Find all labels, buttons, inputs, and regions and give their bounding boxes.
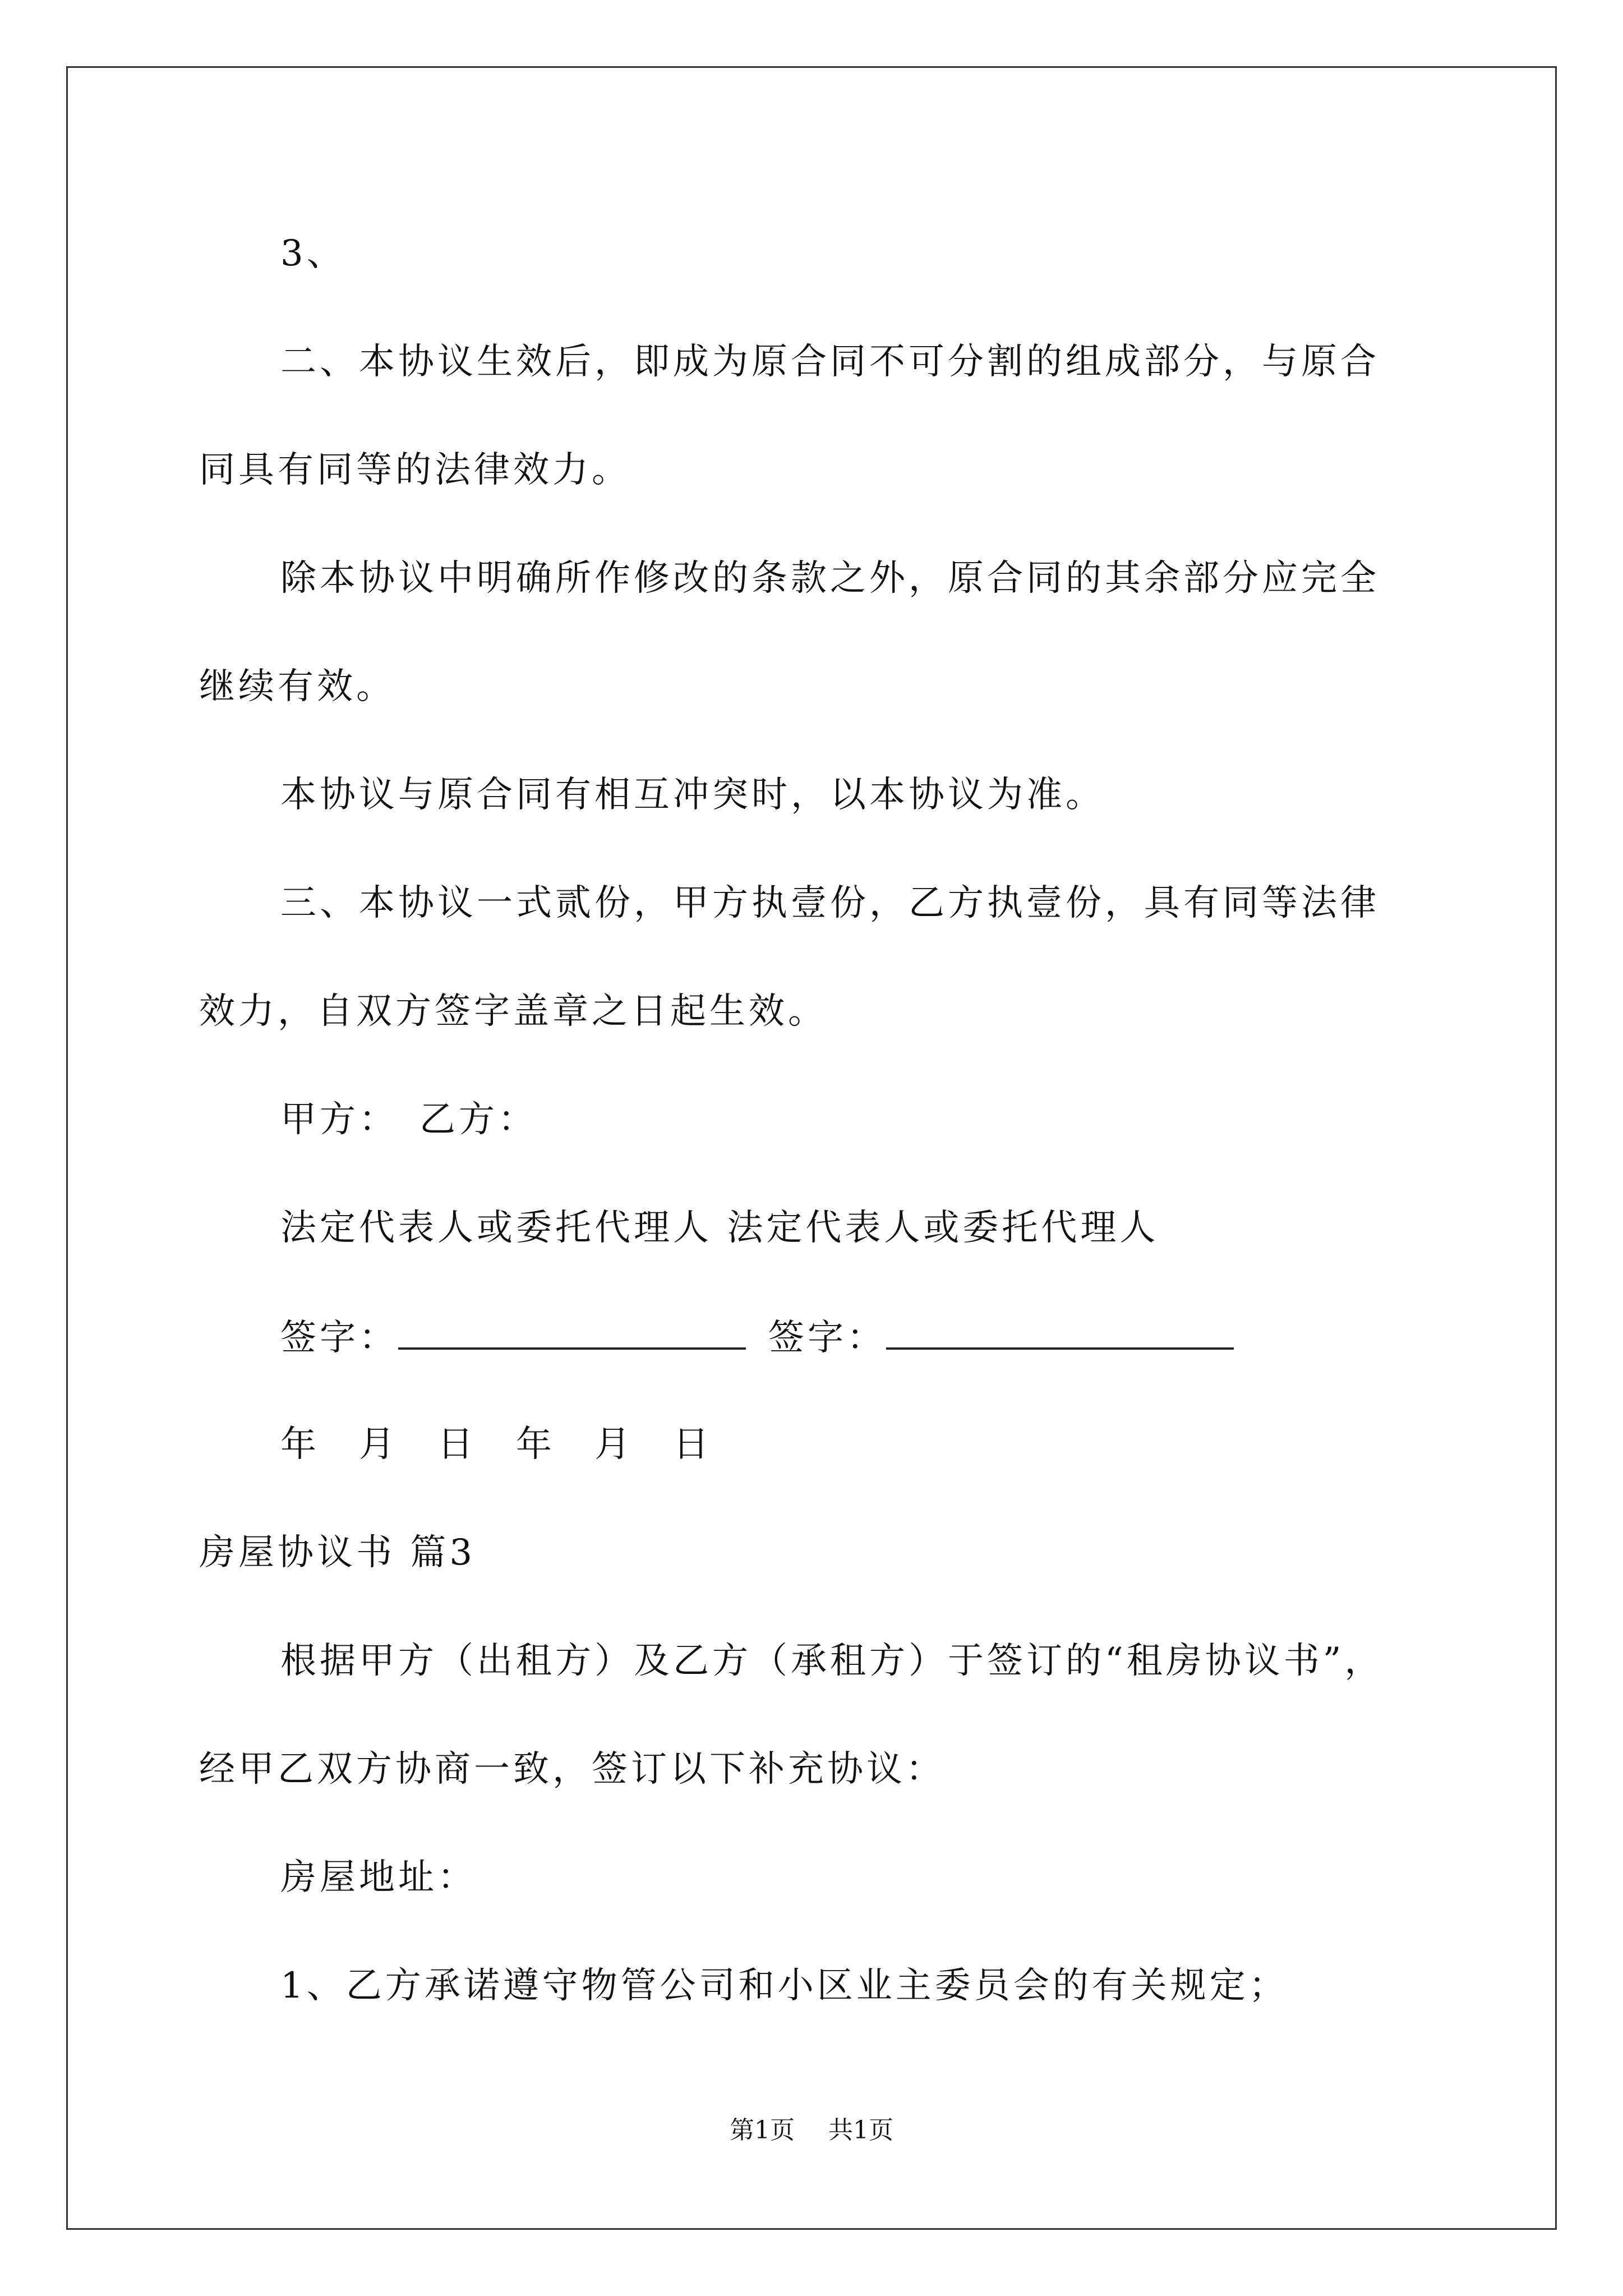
- paragraph-line: 房屋地址：: [280, 1857, 477, 1898]
- paragraph-line: 经甲乙双方协商一致，签订以下补充协议：: [199, 1749, 945, 1790]
- paragraph-line: 三、本协议一式贰份，甲方执壹份，乙方执壹份，具有同等法律: [280, 882, 1380, 924]
- signature-label-party-a: 签字：: [280, 1317, 398, 1359]
- signature-label-party-b: 签字：: [768, 1317, 886, 1359]
- paragraph-line: 除本协议中明确所作修改的条款之外，原合同的其余部分应完全: [280, 558, 1380, 599]
- signature-field-party-b[interactable]: [886, 1314, 1234, 1350]
- paragraph-line: 同具有同等的法律效力。: [199, 449, 631, 491]
- page-footer: [0, 2115, 1623, 2146]
- party-labels: 甲方： 乙方：: [280, 1099, 537, 1140]
- paragraph-line: 效力，自双方签字盖章之日起生效。: [199, 991, 827, 1032]
- paragraph-line: 本协议与原合同有相互冲突时，以本协议为准。: [280, 774, 1105, 816]
- signature-field-party-a[interactable]: [398, 1314, 746, 1350]
- paragraph-line: 1、乙方承诺遵守物管公司和小区业主委员会的有关规定；: [280, 1965, 1288, 2007]
- page-number-current: 第1页: [730, 2116, 795, 2145]
- date-line: 年 月 日 年 月 日: [280, 1424, 712, 1465]
- page-border: [66, 66, 1557, 2230]
- paragraph-line: 3、: [280, 233, 346, 274]
- signature-line: [280, 1314, 1256, 1360]
- paragraph-line: 根据甲方（出租方）及乙方（承租方）于签订的“租房协议书”，: [280, 1640, 1384, 1682]
- paragraph-line: 二、本协议生效后，即成为原合同不可分割的组成部分，与原合: [280, 341, 1380, 383]
- representative-labels: 法定代表人或委托代理人 法定代表人或委托代理人: [280, 1207, 1159, 1249]
- paragraph-line: 继续有效。: [199, 666, 395, 707]
- section-title: 房屋协议书 篇3: [199, 1532, 476, 1573]
- page-number-total: 共1页: [828, 2116, 893, 2145]
